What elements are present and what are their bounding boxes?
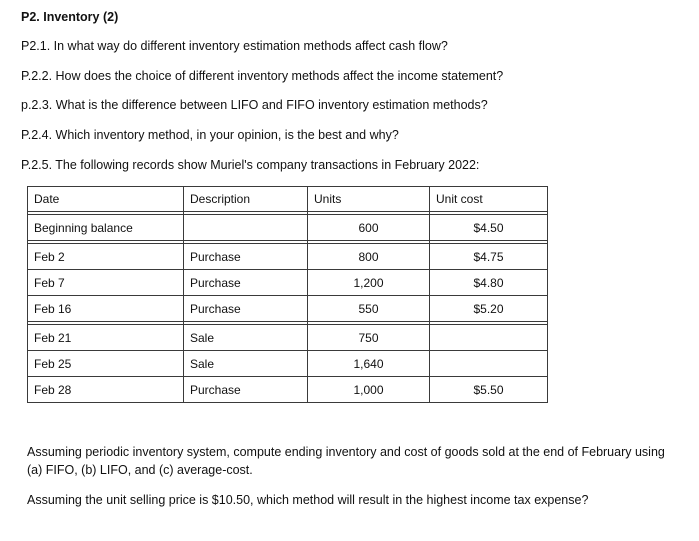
header-description: Description [184, 187, 308, 212]
cell-units: 550 [308, 296, 430, 322]
instruction-paragraph: Assuming periodic inventory system, compute ending inventory and cost of goods sold at the end of February using (a) FIFO, (b) LIFO, and (c) average-cost. [27, 445, 665, 477]
cell-units: 600 [308, 215, 430, 241]
question-2-3: p.2.3. What is the difference between LIFO and FIFO inventory estimation methods? [21, 98, 488, 112]
cell-date: Feb 2 [28, 244, 184, 270]
cell-description [184, 215, 308, 241]
cell-date: Feb 25 [28, 351, 184, 377]
header-date: Date [28, 187, 184, 212]
question-2-2: P.2.2. How does the choice of different inventory methods affect the income statement? [21, 69, 504, 83]
cell-unit-cost: $5.20 [430, 296, 548, 322]
cell-units: 800 [308, 244, 430, 270]
cell-unit-cost [430, 351, 548, 377]
cell-date: Feb 28 [28, 377, 184, 403]
transactions-table [27, 186, 548, 403]
cell-units: 1,000 [308, 377, 430, 403]
header-units: Units [308, 187, 430, 212]
table-row [28, 351, 548, 377]
table-row [28, 377, 548, 403]
question-2-1: P2.1. In what way do different inventory estimation methods affect cash flow? [21, 39, 448, 53]
cell-date: Feb 21 [28, 325, 184, 351]
cell-date: Beginning balance [28, 215, 184, 241]
cell-unit-cost: $4.80 [430, 270, 548, 296]
cell-description: Purchase [184, 377, 308, 403]
cell-date: Feb 16 [28, 296, 184, 322]
section-heading: P2. Inventory (2) [21, 10, 119, 24]
cell-description: Purchase [184, 296, 308, 322]
tax-question-paragraph: Assuming the unit selling price is $10.50, which method will result in the highest income tax expense? [27, 493, 589, 507]
cell-unit-cost: $4.75 [430, 244, 548, 270]
cell-unit-cost: $4.50 [430, 215, 548, 241]
table-row [28, 270, 548, 296]
table-row [28, 215, 548, 241]
cell-description: Purchase [184, 270, 308, 296]
cell-units: 750 [308, 325, 430, 351]
cell-unit-cost: $5.50 [430, 377, 548, 403]
cell-units: 1,200 [308, 270, 430, 296]
cell-description: Purchase [184, 244, 308, 270]
cell-units: 1,640 [308, 351, 430, 377]
table-row [28, 325, 548, 351]
table-header-row [28, 187, 548, 212]
header-unit-cost: Unit cost [430, 187, 548, 212]
table-row [28, 296, 548, 322]
table-row [28, 244, 548, 270]
cell-description: Sale [184, 351, 308, 377]
cell-date: Feb 7 [28, 270, 184, 296]
question-2-5: P.2.5. The following records show Muriel's company transactions in February 2022: [21, 158, 480, 172]
cell-unit-cost [430, 325, 548, 351]
question-2-4: P.2.4. Which inventory method, in your opinion, is the best and why? [21, 128, 399, 142]
cell-description: Sale [184, 325, 308, 351]
